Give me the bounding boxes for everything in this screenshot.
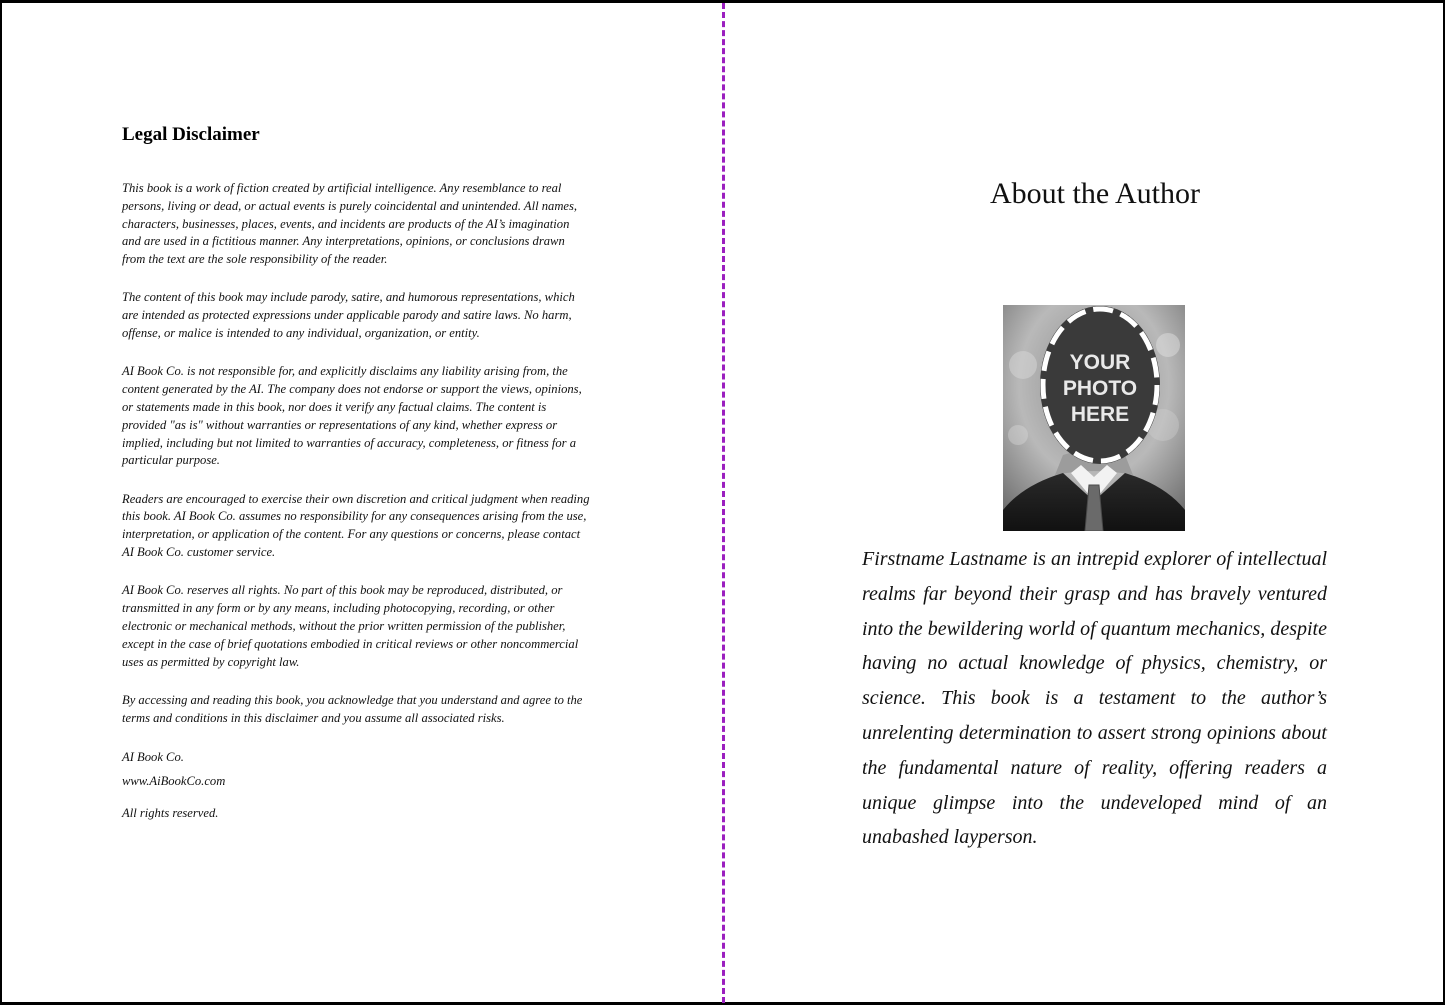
photo-placeholder-line-1: YOUR — [1069, 351, 1131, 374]
disclaimer-paragraph: Readers are encouraged to exercise their own discretion and critical judgment when reading this book. AI Book Co. assumes no responsibility for any consequences arising from the use, interpretation, or application of the content. For any questions or concerns, please contact AI Book Co. customer service. — [122, 491, 590, 560]
publisher-block — [122, 745, 225, 793]
disclaimer-paragraph: AI Book Co. is not responsible for, and explicitly disclaims any liability arising from, the content generated by the AI. The company does not endorse or support the views, opinions, or statements made in this book, nor does it verify any factual claims. The content is provided "as is" without warranties or representations of any kind, whether express or implied, including but not limited to warranties of accuracy, completeness, or fitness for a particular purpose. — [122, 364, 582, 468]
right-page — [725, 3, 1443, 1003]
photo-placeholder-image — [1003, 305, 1185, 531]
disclaimer-paragraph: The content of this book may include parody, satire, and humorous representations, which are intended as protected expressions under applicable parody and satire laws. No harm, offense, or malice is intended to any individual, organization, or entity. — [122, 290, 575, 341]
photo-placeholder-line-3: HERE — [1070, 403, 1130, 426]
publisher-url: www.AiBookCo.com — [122, 774, 226, 788]
disclaimer-body — [122, 180, 590, 748]
publisher-name: AI Book Co. — [122, 750, 184, 764]
rights-notice: All rights reserved. — [122, 806, 219, 820]
photo-placeholder-line-2: PHOTO — [1062, 377, 1138, 400]
about-author-title: About the Author — [990, 177, 1200, 210]
left-page — [2, 3, 722, 1003]
author-bio: Firstname Lastname is an intrepid explorer of intellectual realms far beyond their grasp and has bravely ventured into the bewildering world of quantum mechanics, despite having no actual knowledge of physics, chemistry, or science. This book is a testament to the author’s unrelenting determination to assert strong opinions about the fundamental nature of reality, offering readers a unique glimpse into the undeveloped mind of an unabashed layperson. — [862, 548, 1327, 849]
disclaimer-paragraph: AI Book Co. reserves all rights. No part of this book may be reproduced, distributed, or transmitted in any form or by any means, including photocopying, recording, or other electronic or mechanical methods, without the prior written permission of the publisher, except in the case of brief quotations embodied in critical reviews or other noncommercial uses as permitted by copyright law. — [122, 583, 579, 669]
disclaimer-title: Legal Disclaimer — [122, 124, 260, 145]
disclaimer-paragraph: This book is a work of fiction created by artificial intelligence. Any resemblance to real persons, living or dead, or actual events is purely coincidental and unintended. All names, characters, businesses, places, events, and incidents are products of the AI’s imagination and are used in a fictitious manner. Any interpretations, opinions, or conclusions drawn from the text are the sole responsibility of the reader. — [122, 181, 578, 267]
author-photo-placeholder — [1003, 305, 1185, 531]
disclaimer-paragraph: By accessing and reading this book, you acknowledge that you understand and agree to the terms and conditions in this disclaimer and you assume all associated risks. — [122, 692, 583, 725]
